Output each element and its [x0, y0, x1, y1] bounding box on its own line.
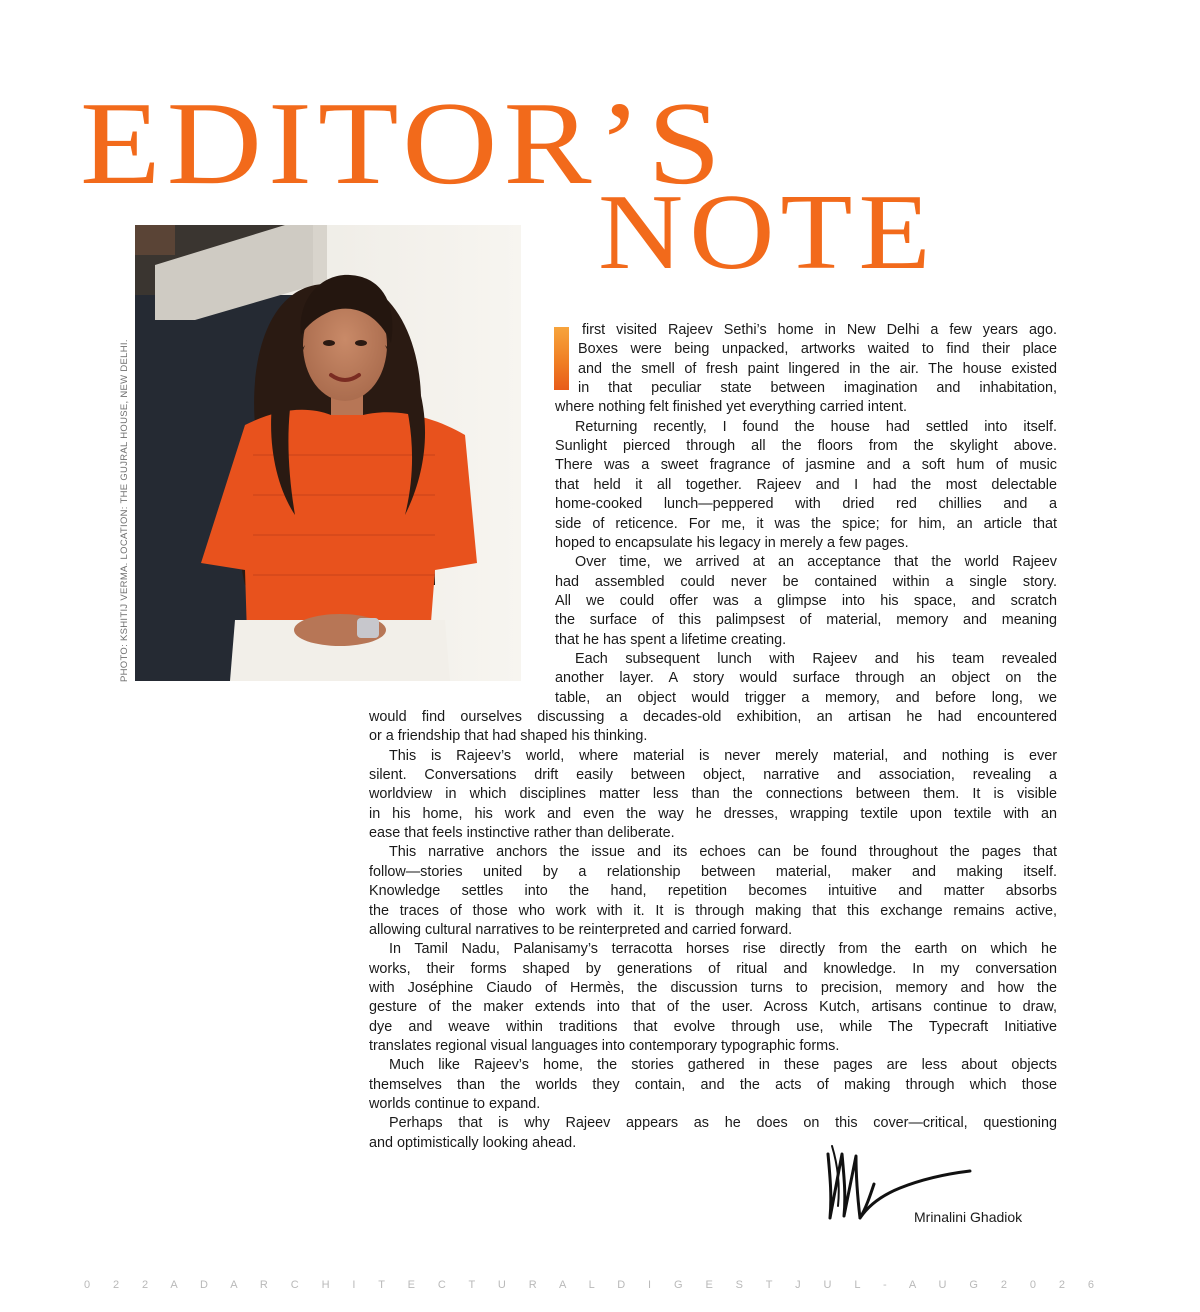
body-text-line: and optimistically looking ahead.: [369, 1134, 577, 1151]
body-text-line: worldview in which disciplines matter less than the connections between them. It is visible: [369, 786, 1057, 803]
body-text-line: works, their forms shaped by generations of ritual and knowledge. In my conversation: [369, 960, 1057, 977]
body-text-line: hoped to encapsulate his legacy in merely a few pages.: [555, 534, 909, 551]
drop-cap-letter-i: [554, 327, 569, 390]
body-text-line: the traces of those who work with it. It is through making that this exchange remains active,: [369, 902, 1057, 919]
body-text-line: or a friendship that had shaped his thinking.: [369, 728, 648, 745]
body-text-line: worlds continue to expand.: [369, 1096, 541, 1112]
body-text-line: Over time, we arrived at an acceptance that the world Rajeev: [575, 554, 1057, 571]
body-text-line: in his home, his work and even the way he dresses, wrapping textile upon textile with an: [369, 805, 1057, 822]
body-text-line: table, an object would trigger a memory, and before long, we: [555, 689, 1057, 706]
body-text-line: themselves than the worlds they contain, and the acts of making through which those: [369, 1076, 1057, 1093]
body-text-line: In Tamil Nadu, Palanisamy’s terracotta horses rise directly from the earth on which he: [389, 941, 1057, 958]
body-text-line: gesture of the maker extends into that of the user. Across Kutch, artisans continue to draw,: [369, 999, 1057, 1016]
body-text-line: Boxes were being unpacked, artworks waited to find their place: [578, 341, 1057, 358]
page-title-line-1: EDITOR’S: [80, 76, 727, 210]
body-text-line: and the smell of fresh paint lingered in the air. The house existed: [578, 360, 1057, 377]
page-title-line-2: NOTE: [598, 171, 937, 293]
body-text-line: Knowledge settles into the hand, repetition becomes intuitive and matter absorbs: [369, 883, 1057, 900]
body-text-line: first visited Rajeev Sethi’s home in New Delhi a few years ago.: [582, 322, 1057, 338]
page-footer: 0 2 2 A D A R C H I T E C T U R A L D I G E S T J U L - A U G 2 0 2 6: [84, 1279, 1094, 1291]
body-text-line: All we could offer was a glimpse into his space, and scratch: [555, 592, 1057, 609]
signature-name: Mrinalini Ghadiok: [914, 1209, 1023, 1225]
body-text-line: in that peculiar state between imagination and inhabitation,: [578, 380, 1057, 397]
body-text-line: This is Rajeev’s world, where material is never merely material, and nothing is ever: [389, 747, 1057, 764]
body-text-line: follow—stories united by a relationship between material, maker and making itself.: [369, 863, 1057, 880]
body-text-line: translates regional visual languages into contemporary typographic forms.: [369, 1037, 840, 1054]
body-text-line: dye and weave within traditions that evolve through use, while The Typecraft Initiative: [369, 1018, 1057, 1035]
body-text-line: silent. Conversations drift easily between object, narrative and association, revealing a: [369, 767, 1057, 784]
body-text-line: would find ourselves discussing a decades-old exhibition, an artisan he had encountered: [369, 709, 1057, 725]
body-text-line: Perhaps that is why Rajeev appears as he does on this cover—critical, questioning: [389, 1115, 1057, 1132]
body-text-line: home-cooked lunch—peppered with dried red chillies and a: [555, 496, 1057, 513]
portrait-illustration: [135, 225, 521, 681]
photo-credit: PHOTO: KSHITIJ VERMA. LOCATION: THE GUJRAL HOUSE, NEW DELHI.: [119, 339, 130, 682]
body-text-line: that he has spent a lifetime creating.: [555, 631, 787, 648]
body-text-line: where nothing felt finished yet everything carried intent.: [555, 399, 907, 416]
body-text-line: side of reticence. For me, it was the spice; for him, an article that: [555, 515, 1057, 532]
editor-portrait-photo: [135, 225, 521, 681]
body-text-line: Each subsequent lunch with Rajeev and his team revealed: [575, 650, 1057, 667]
body-text-line: with Joséphine Ciaudo of Hermès, the discussion turns to precision, memory and how the: [369, 979, 1057, 996]
body-text-line: Sunlight pierced through all the floors from the skylight above.: [555, 438, 1057, 455]
body-text-line: There was a sweet fragrance of jasmine and a soft hum of music: [555, 457, 1057, 474]
body-text-line: the surface of this palimpsest of material, memory and meaning: [555, 612, 1057, 629]
body-text-line: another layer. A story would surface through an object on the: [555, 670, 1057, 687]
body-text-line: ease that feels instinctive rather than deliberate.: [369, 825, 675, 842]
body-text-line: had assembled could never be contained within a single story.: [555, 573, 1057, 590]
body-text-line: that held it all together. Rajeev and I had the most delectable: [555, 476, 1057, 493]
body-text-line: allowing cultural narratives to be reinterpreted and carried forward.: [369, 921, 793, 938]
body-text-line: This narrative anchors the issue and its echoes can be found throughout the pages that: [389, 844, 1057, 861]
body-text-line: Returning recently, I found the house had settled into itself.: [575, 418, 1057, 435]
body-text-line: Much like Rajeev’s home, the stories gathered in these pages are less about objects: [389, 1057, 1057, 1074]
